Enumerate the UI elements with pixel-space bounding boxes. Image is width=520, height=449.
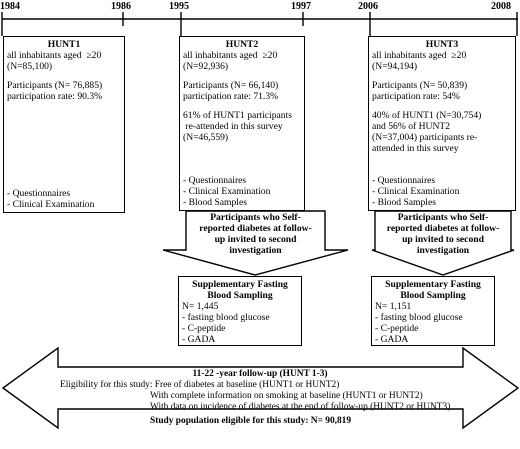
supp-hunt2-item: - C-peptide bbox=[182, 323, 226, 334]
down-arrow-line: Participants who Self- bbox=[210, 212, 301, 223]
down-arrow-line: investigation bbox=[229, 245, 282, 256]
hunt3-reattend: (N=37,004) participants re- bbox=[372, 132, 478, 143]
supp-hunt3-item: - C-peptide bbox=[375, 323, 419, 334]
year-label-2008: 2008 bbox=[491, 1, 511, 12]
hunt1-n: (N=85,100) bbox=[7, 61, 53, 72]
hunt3-reattend: attended in this survey bbox=[372, 143, 459, 154]
down-arrow-line: up invited to second bbox=[402, 234, 484, 245]
hunt1-inhabitants: all inhabitants aged ≥20 bbox=[7, 50, 102, 61]
supp-hunt3-item: - fasting blood glucose bbox=[375, 312, 463, 323]
supp-hunt3-item: - GADA bbox=[375, 334, 409, 345]
hunt2-item: - Blood Samples bbox=[183, 197, 247, 208]
hunt3-reattend: and 56% of HUNT2 bbox=[372, 121, 451, 132]
hunt3-reattend: 40% of HUNT1 (N=30,754) bbox=[372, 110, 482, 121]
hunt2-rate: participation rate: 71.3% bbox=[183, 91, 279, 102]
followup-incidence: With data on incidence of diabetes at the end of follow-up (HUNT2 or HUNT3) bbox=[150, 402, 451, 412]
hunt3-item: - Clinical Examination bbox=[372, 186, 460, 197]
hunt3-inhabitants: all inhabitants aged ≥20 bbox=[372, 50, 467, 61]
followup-population: Study population eligible for this study: N= 90,819 bbox=[150, 416, 352, 426]
hunt1-item: - Clinical Examination bbox=[7, 199, 95, 210]
year-label-1984: 1984 bbox=[0, 1, 20, 12]
hunt1-box bbox=[3, 36, 125, 213]
hunt2-reattend: (N=46,559) bbox=[183, 132, 229, 143]
year-label-2006: 2006 bbox=[358, 1, 378, 12]
hunt2-reattend: 61% of HUNT1 participants bbox=[183, 110, 292, 121]
supp-hunt2-item: - GADA bbox=[182, 334, 216, 345]
supp-hunt2-item: - fasting blood glucose bbox=[182, 312, 270, 323]
supp-hunt2-n: N= 1,445 bbox=[182, 301, 219, 312]
hunt1-participants: Participants (N= 76,885) bbox=[7, 80, 103, 91]
hunt1-item: - Questionnaires bbox=[7, 188, 71, 199]
year-label-1986: 1986 bbox=[111, 1, 131, 12]
hunt3-participants: Participants (N= 50,839) bbox=[372, 80, 468, 91]
down-arrow-line: reported diabetes at follow- bbox=[386, 223, 500, 234]
supp-hunt3-n: N= 1,151 bbox=[375, 301, 412, 312]
hunt2-participants: Participants (N= 66,140) bbox=[183, 80, 279, 91]
down-arrow-line: Participants who Self- bbox=[397, 212, 489, 223]
hunt3-box bbox=[368, 36, 516, 211]
hunt1-title: HUNT1 bbox=[47, 39, 81, 50]
hunt3-title: HUNT3 bbox=[425, 39, 459, 50]
hunt2-item: - Questionnaires bbox=[183, 175, 247, 186]
hunt3-item: - Blood Samples bbox=[372, 197, 436, 208]
hunt2-title: HUNT2 bbox=[225, 39, 259, 50]
hunt2-n: (N=92,936) bbox=[183, 61, 229, 72]
followup-eligibility: Eligibility for this study: Free of diabetes at baseline (HUNT1 or HUNT2) bbox=[60, 380, 340, 390]
followup-title: 11-22 -year follow-up (HUNT 1-3) bbox=[192, 369, 328, 379]
supp-hunt2-title: Supplementary Fasting bbox=[192, 279, 288, 290]
supp-hunt2-box bbox=[178, 276, 302, 346]
hunt3-n: (N=94,194) bbox=[372, 61, 418, 72]
hunt1-rate: participation rate: 90.3% bbox=[7, 91, 103, 102]
hunt2-reattend: re-attended in this survey bbox=[183, 121, 283, 132]
supp-hunt3-title: Supplementary Fasting bbox=[385, 279, 481, 290]
down-arrow-hunt3-text bbox=[375, 212, 511, 256]
hunt3-rate: participation rate: 54% bbox=[372, 91, 460, 102]
hunt2-item: - Clinical Examination bbox=[183, 186, 271, 197]
year-label-1997: 1997 bbox=[291, 1, 311, 12]
year-label-1995: 1995 bbox=[169, 1, 189, 12]
supp-hunt3-box bbox=[371, 276, 495, 346]
down-arrow-line: reported diabetes at follow- bbox=[199, 223, 312, 234]
hunt3-item: - Questionnaires bbox=[372, 175, 436, 186]
supp-hunt3-title: Blood Sampling bbox=[400, 290, 466, 301]
down-arrow-line: investigation bbox=[416, 245, 470, 256]
hunt2-inhabitants: all inhabitants aged ≥20 bbox=[183, 50, 278, 61]
supp-hunt2-title: Blood Sampling bbox=[207, 290, 273, 301]
down-arrow-hunt2-text bbox=[186, 212, 325, 256]
followup-smoking: With complete information on smoking at baseline (HUNT1 or HUNT2) bbox=[150, 391, 423, 401]
down-arrow-line: up invited to second bbox=[214, 234, 297, 245]
hunt2-box bbox=[179, 36, 305, 211]
